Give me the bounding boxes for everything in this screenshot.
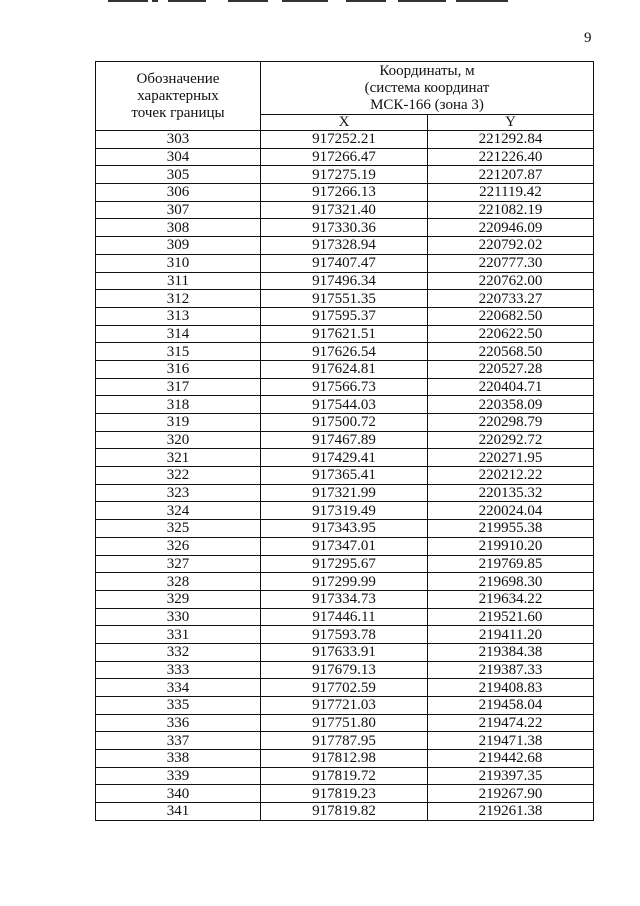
table-row: [96, 520, 594, 538]
header-x: X: [261, 115, 428, 131]
table-row: [96, 184, 594, 202]
x-cell: 917721.03: [261, 697, 428, 715]
point-cell: 328: [96, 573, 261, 591]
x-cell: 917593.78: [261, 626, 428, 644]
y-cell: 219955.38: [428, 520, 594, 538]
x-cell: 917551.35: [261, 290, 428, 308]
table-row: [96, 290, 594, 308]
table-row: [96, 396, 594, 414]
y-cell: 220946.09: [428, 219, 594, 237]
table-row: [96, 555, 594, 573]
table-row: [96, 537, 594, 555]
x-cell: 917595.37: [261, 307, 428, 325]
y-cell: 220024.04: [428, 502, 594, 520]
x-cell: 917321.99: [261, 484, 428, 502]
y-cell: 221207.87: [428, 166, 594, 184]
header-point-designation: [96, 62, 261, 131]
point-cell: 325: [96, 520, 261, 538]
y-cell: 221082.19: [428, 201, 594, 219]
table-row: [96, 750, 594, 768]
x-cell: 917299.99: [261, 573, 428, 591]
x-cell: 917321.40: [261, 201, 428, 219]
table-row: [96, 608, 594, 626]
top-scan-line: [108, 0, 148, 2]
point-cell: 309: [96, 237, 261, 255]
x-cell: 917566.73: [261, 378, 428, 396]
point-cell: 331: [96, 626, 261, 644]
point-cell: 313: [96, 307, 261, 325]
point-cell: 333: [96, 661, 261, 679]
y-cell: 221226.40: [428, 148, 594, 166]
table-row: [96, 449, 594, 467]
y-cell: 220622.50: [428, 325, 594, 343]
x-cell: 917252.21: [261, 131, 428, 149]
table-row: [96, 343, 594, 361]
header-point-line: Обозначение: [136, 70, 220, 87]
table-row: [96, 573, 594, 591]
table-row: [96, 131, 594, 149]
table-row: [96, 785, 594, 803]
y-cell: 219267.90: [428, 785, 594, 803]
y-cell: 219408.83: [428, 679, 594, 697]
x-cell: 917334.73: [261, 590, 428, 608]
point-cell: 305: [96, 166, 261, 184]
point-cell: 326: [96, 537, 261, 555]
y-cell: 219442.68: [428, 750, 594, 768]
y-cell: 219698.30: [428, 573, 594, 591]
x-cell: 917407.47: [261, 254, 428, 272]
table-row: [96, 360, 594, 378]
table-row: [96, 732, 594, 750]
x-cell: 917812.98: [261, 750, 428, 768]
y-cell: 219521.60: [428, 608, 594, 626]
y-cell: 220292.72: [428, 431, 594, 449]
x-cell: 917429.41: [261, 449, 428, 467]
point-cell: 303: [96, 131, 261, 149]
x-cell: 917751.80: [261, 714, 428, 732]
y-cell: 219387.33: [428, 661, 594, 679]
y-cell: 220298.79: [428, 414, 594, 432]
point-cell: 311: [96, 272, 261, 290]
x-cell: 917819.72: [261, 767, 428, 785]
y-cell: 221292.84: [428, 131, 594, 149]
point-cell: 308: [96, 219, 261, 237]
x-cell: 917633.91: [261, 643, 428, 661]
x-cell: 917343.95: [261, 520, 428, 538]
table-row: [96, 219, 594, 237]
table-row: [96, 201, 594, 219]
point-cell: 334: [96, 679, 261, 697]
table-row: [96, 626, 594, 644]
point-cell: 322: [96, 467, 261, 485]
point-cell: 340: [96, 785, 261, 803]
y-cell: 220682.50: [428, 307, 594, 325]
y-cell: 219397.35: [428, 767, 594, 785]
point-cell: 310: [96, 254, 261, 272]
point-cell: 318: [96, 396, 261, 414]
point-cell: 307: [96, 201, 261, 219]
point-cell: 321: [96, 449, 261, 467]
y-cell: 220777.30: [428, 254, 594, 272]
table-row: [96, 803, 594, 821]
point-cell: 335: [96, 697, 261, 715]
x-cell: 917819.23: [261, 785, 428, 803]
y-cell: 219474.22: [428, 714, 594, 732]
header-coords-line: МСК-166 (зона 3): [370, 96, 484, 113]
x-cell: 917819.82: [261, 803, 428, 821]
table-row: [96, 166, 594, 184]
header-point-line: характерных: [137, 87, 219, 104]
point-cell: 304: [96, 148, 261, 166]
table-row: [96, 484, 594, 502]
x-cell: 917500.72: [261, 414, 428, 432]
x-cell: 917295.67: [261, 555, 428, 573]
top-scan-line: [168, 0, 206, 2]
top-scan-line: [456, 0, 508, 2]
x-cell: 917544.03: [261, 396, 428, 414]
point-cell: 341: [96, 803, 261, 821]
x-cell: 917319.49: [261, 502, 428, 520]
y-cell: 220212.22: [428, 467, 594, 485]
top-scan-line: [282, 0, 328, 2]
point-cell: 324: [96, 502, 261, 520]
y-cell: 219769.85: [428, 555, 594, 573]
y-cell: 219471.38: [428, 732, 594, 750]
x-cell: 917467.89: [261, 431, 428, 449]
y-cell: 220358.09: [428, 396, 594, 414]
table-row: [96, 679, 594, 697]
point-cell: 339: [96, 767, 261, 785]
x-cell: 917328.94: [261, 237, 428, 255]
y-cell: 220404.71: [428, 378, 594, 396]
table-row: [96, 467, 594, 485]
point-cell: 332: [96, 643, 261, 661]
table-row: [96, 237, 594, 255]
table-row: [96, 378, 594, 396]
x-cell: 917365.41: [261, 467, 428, 485]
table-row: [96, 643, 594, 661]
table-row: [96, 697, 594, 715]
y-cell: 221119.42: [428, 184, 594, 202]
y-cell: 219634.22: [428, 590, 594, 608]
y-cell: 219261.38: [428, 803, 594, 821]
point-cell: 312: [96, 290, 261, 308]
x-cell: 917621.51: [261, 325, 428, 343]
point-cell: 327: [96, 555, 261, 573]
header-coordinates: [261, 62, 594, 115]
table-row: [96, 767, 594, 785]
point-cell: 329: [96, 590, 261, 608]
top-scan-line: [228, 0, 268, 2]
point-cell: 315: [96, 343, 261, 361]
y-cell: 220527.28: [428, 360, 594, 378]
x-cell: 917446.11: [261, 608, 428, 626]
y-cell: 219458.04: [428, 697, 594, 715]
point-cell: 314: [96, 325, 261, 343]
page-number: 9: [584, 30, 592, 46]
x-cell: 917330.36: [261, 219, 428, 237]
point-cell: 317: [96, 378, 261, 396]
y-cell: 220762.00: [428, 272, 594, 290]
point-cell: 336: [96, 714, 261, 732]
y-cell: 219411.20: [428, 626, 594, 644]
top-scan-line: [346, 0, 386, 2]
point-cell: 320: [96, 431, 261, 449]
x-cell: 917266.47: [261, 148, 428, 166]
table-row: [96, 307, 594, 325]
x-cell: 917496.34: [261, 272, 428, 290]
top-scan-line: [152, 0, 158, 2]
x-cell: 917624.81: [261, 360, 428, 378]
table-header-row: [96, 62, 594, 115]
table-row: [96, 254, 594, 272]
y-cell: 220271.95: [428, 449, 594, 467]
point-cell: 306: [96, 184, 261, 202]
y-cell: 219384.38: [428, 643, 594, 661]
x-cell: 917347.01: [261, 537, 428, 555]
x-cell: 917702.59: [261, 679, 428, 697]
table-row: [96, 414, 594, 432]
header-point-line: точек границы: [131, 104, 225, 121]
x-cell: 917275.19: [261, 166, 428, 184]
point-cell: 338: [96, 750, 261, 768]
y-cell: 220733.27: [428, 290, 594, 308]
boundary-coordinates-table: [95, 61, 594, 821]
y-cell: 220135.32: [428, 484, 594, 502]
table-row: [96, 714, 594, 732]
table-row: [96, 502, 594, 520]
header-y: Y: [428, 115, 594, 131]
top-scan-line: [398, 0, 446, 2]
point-cell: 323: [96, 484, 261, 502]
y-cell: 220792.02: [428, 237, 594, 255]
point-cell: 316: [96, 360, 261, 378]
y-cell: 219910.20: [428, 537, 594, 555]
table-row: [96, 590, 594, 608]
x-cell: 917679.13: [261, 661, 428, 679]
table-row: [96, 272, 594, 290]
x-cell: 917626.54: [261, 343, 428, 361]
table-row: [96, 148, 594, 166]
y-cell: 220568.50: [428, 343, 594, 361]
point-cell: 330: [96, 608, 261, 626]
header-coords-line: Координаты, м: [379, 62, 475, 79]
table-row: [96, 431, 594, 449]
table-row: [96, 661, 594, 679]
header-coords-line: (система координат: [364, 79, 490, 96]
point-cell: 319: [96, 414, 261, 432]
x-cell: 917266.13: [261, 184, 428, 202]
table-row: [96, 325, 594, 343]
x-cell: 917787.95: [261, 732, 428, 750]
point-cell: 337: [96, 732, 261, 750]
